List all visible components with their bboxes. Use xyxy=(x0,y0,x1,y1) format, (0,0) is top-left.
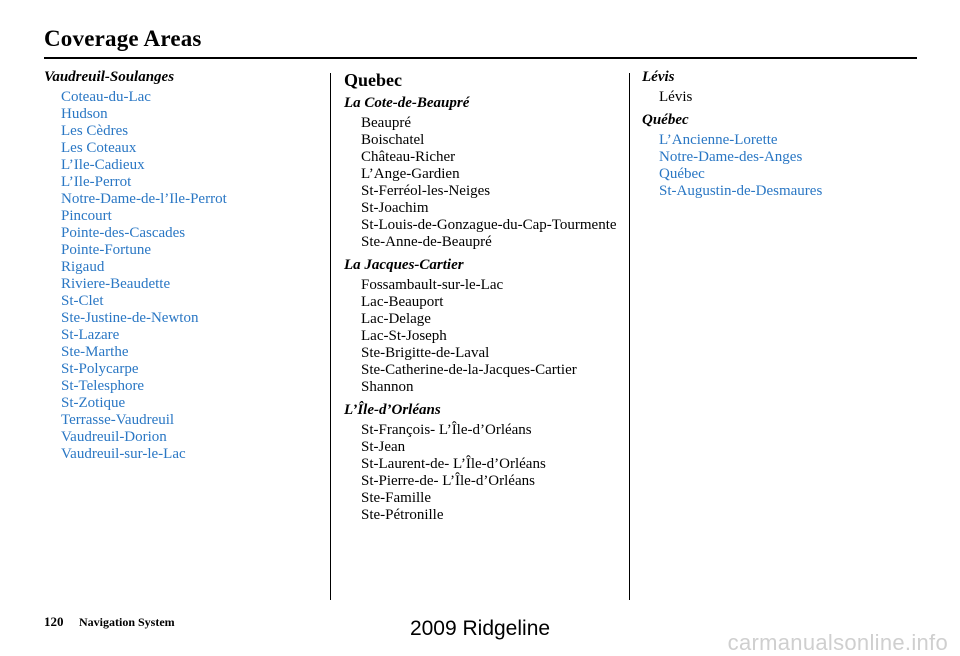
city-link[interactable]: Les Cèdres xyxy=(61,123,129,139)
title-divider xyxy=(44,57,917,59)
city-item: St-Louis-de-Gonzague-du-Cap-Tourmente xyxy=(361,217,617,233)
city-item: Beaupré xyxy=(361,115,411,131)
city-item: St-Laurent-de- L’Île-d’Orléans xyxy=(361,456,546,472)
city-link[interactable]: St-Telesphore xyxy=(61,378,145,394)
city-link[interactable]: L’Ancienne-Lorette xyxy=(659,132,778,148)
city-link[interactable]: St-Polycarpe xyxy=(61,361,139,377)
city-item: Château-Richer xyxy=(361,149,456,165)
city-link[interactable]: L’Ile-Perrot xyxy=(61,174,132,190)
city-link[interactable]: Ste-Justine-de-Newton xyxy=(61,310,199,326)
city-link[interactable]: Riviere-Beaudette xyxy=(61,276,171,292)
city-item: St-Jean xyxy=(361,439,406,455)
city-item: L’Ange-Gardien xyxy=(361,166,460,182)
city-link[interactable]: Notre-Dame-des-Anges xyxy=(659,149,803,165)
city-list xyxy=(344,115,624,251)
region-heading: Quebec xyxy=(344,70,402,90)
city-item: St-Pierre-de- L’Île-d’Orléans xyxy=(361,473,535,489)
column-1 xyxy=(44,69,324,469)
city-link[interactable]: St-Augustin-de-Desmaures xyxy=(659,183,823,199)
city-list xyxy=(44,89,324,463)
county-heading: La Cote-de-Beaupré xyxy=(344,95,470,111)
watermark-model: 2009 Ridgeline xyxy=(409,617,551,640)
city-link[interactable]: Rigaud xyxy=(61,259,105,275)
city-item: Ste-Famille xyxy=(361,490,431,506)
county-heading: Lévis xyxy=(642,69,675,85)
city-item: Lac-St-Joseph xyxy=(361,328,447,344)
city-link[interactable]: L’Ile-Cadieux xyxy=(61,157,145,173)
city-link[interactable]: Terrasse-Vaudreuil xyxy=(61,412,175,428)
county-heading: La Jacques-Cartier xyxy=(344,257,464,273)
city-link[interactable]: Les Coteaux xyxy=(61,140,137,156)
city-link[interactable]: St-Clet xyxy=(61,293,104,309)
city-item: Shannon xyxy=(361,379,414,395)
city-link[interactable]: Ste-Marthe xyxy=(61,344,129,360)
county-group-levis xyxy=(642,69,922,106)
city-link[interactable]: Vaudreuil-Dorion xyxy=(61,429,167,445)
city-item: Lac-Delage xyxy=(361,311,431,327)
column-divider xyxy=(330,73,331,600)
county-group-ile-d-orleans xyxy=(344,402,624,524)
city-item: Ste-Catherine-de-la-Jacques-Cartier xyxy=(361,362,577,378)
city-link[interactable]: Pincourt xyxy=(61,208,112,224)
watermark-site: carmanualsonline.info xyxy=(727,630,948,655)
city-item: Ste-Anne-de-Beaupré xyxy=(361,234,492,250)
city-item: Lac-Beauport xyxy=(361,294,444,310)
city-link[interactable]: Québec xyxy=(659,166,705,182)
city-item: St-Joachim xyxy=(361,200,429,216)
city-item: St-Ferréol-les-Neiges xyxy=(361,183,491,199)
city-link[interactable]: Vaudreuil-sur-le-Lac xyxy=(61,446,186,462)
county-heading: Vaudreuil-Soulanges xyxy=(44,69,175,85)
city-link[interactable]: St-Zotique xyxy=(61,395,126,411)
city-list xyxy=(344,277,624,396)
county-group-la-cote-de-beaupre xyxy=(344,95,624,251)
city-link[interactable]: Pointe-des-Cascades xyxy=(61,225,186,241)
city-item: Ste-Pétronille xyxy=(361,507,444,523)
county-group-la-jacques-cartier xyxy=(344,257,624,396)
city-item: St-François- L’Île-d’Orléans xyxy=(361,422,532,438)
county-group-vaudreuil-soulanges xyxy=(44,69,324,463)
city-list xyxy=(344,422,624,524)
city-item: Boischatel xyxy=(361,132,425,148)
county-heading: L’Île-d’Orléans xyxy=(344,402,441,418)
city-link[interactable]: St-Lazare xyxy=(61,327,120,343)
city-item: Fossambault-sur-le-Lac xyxy=(361,277,504,293)
city-item: Ste-Brigitte-de-Laval xyxy=(361,345,490,361)
city-link[interactable]: Notre-Dame-de-l’Ile-Perrot xyxy=(61,191,227,207)
city-list xyxy=(642,89,922,106)
page-title: Coverage Areas xyxy=(44,26,202,51)
county-group-quebec xyxy=(642,112,922,200)
column-divider xyxy=(629,73,630,600)
city-list xyxy=(642,132,922,200)
section-label: Navigation System xyxy=(79,615,175,629)
county-heading: Québec xyxy=(642,112,689,128)
city-item: Lévis xyxy=(659,89,693,105)
column-3 xyxy=(642,69,922,206)
city-link[interactable]: Coteau-du-Lac xyxy=(61,89,151,105)
page-number: 120 xyxy=(44,614,64,629)
column-2 xyxy=(344,69,624,530)
city-link[interactable]: Hudson xyxy=(61,106,108,122)
city-link[interactable]: Pointe-Fortune xyxy=(61,242,151,258)
